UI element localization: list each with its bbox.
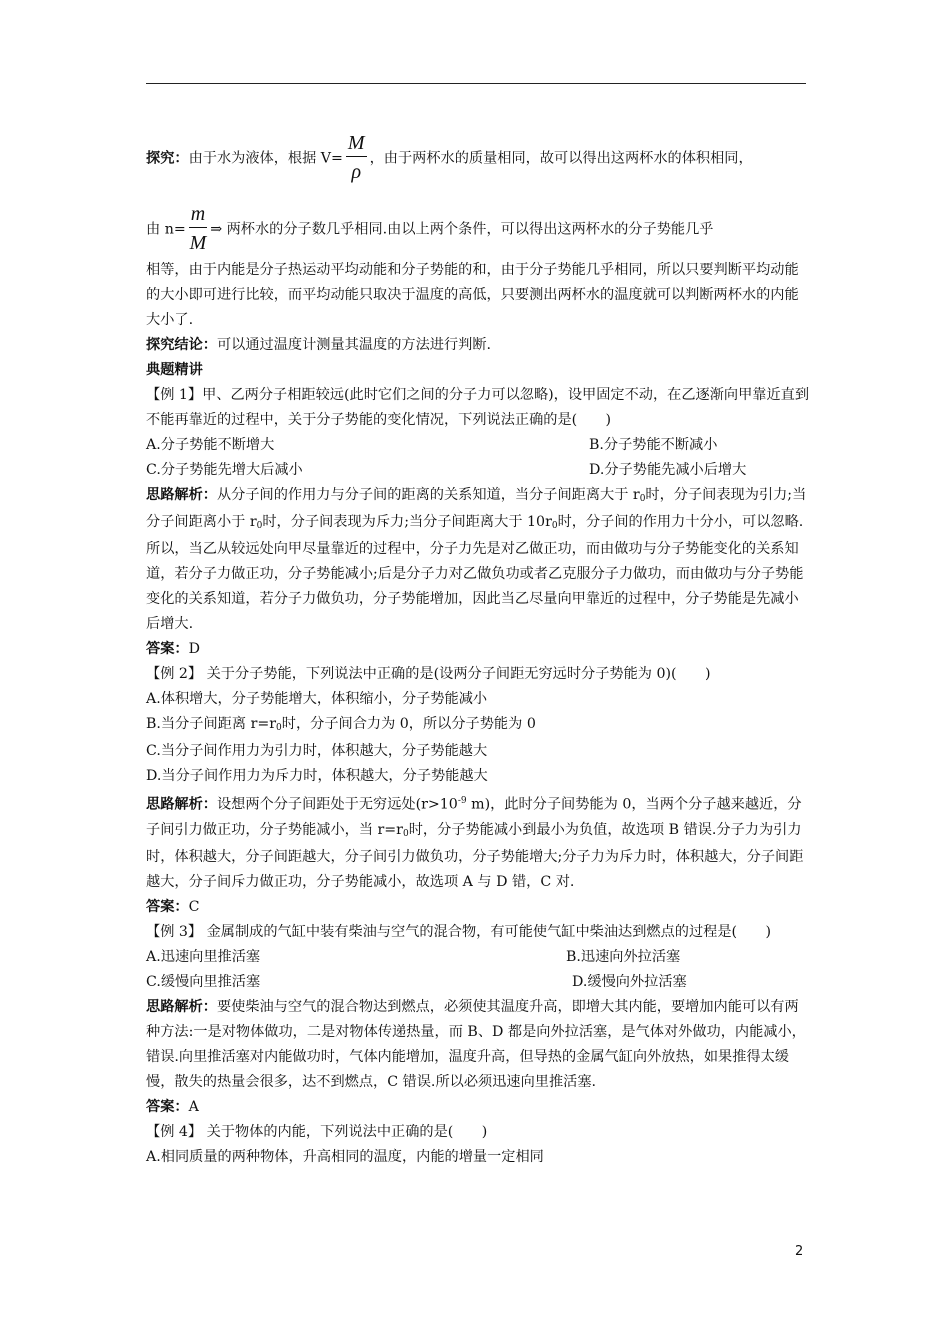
example-4-option-a: A.相同质量的两种物体，升高相同的温度，内能的增量一定相同 [146, 1148, 544, 1165]
example-2-option-b: B.当分子间距离 $r=r_0$时，分子间合力为 0，所以分子势能为 0 [146, 716, 536, 733]
page-number: 2 [795, 1244, 804, 1259]
example-1-answer: 答案：D [146, 641, 200, 657]
fraction-m-over-rho: $\frac{M}{\rho}$ [347, 132, 365, 183]
example-2-option-a: A.体积增大，分子势能增大，体积缩小，分子势能减小 [146, 691, 488, 707]
example-3-options-row-2: C.缓慢向里推活塞 D.缓慢向外拉活塞 [146, 973, 687, 990]
inquiry-paragraph: 相等，由于内能是分子热运动平均动能和分子势能的和，由于分子势能几乎相同，所以只要判断平均动能的大小即可进行比较，而平均动能只取决于温度的高低，只要测出两杯水的温度就可以判断两杯水的内能大小了. [146, 262, 799, 328]
example-4-question: 【例 4】 关于物体的内能，下列说法中正确的是( ) [146, 1123, 488, 1140]
example-3-options-row-1: A.迅速向里推活塞 B.迅速向外拉活塞 [146, 948, 681, 965]
example-1-analysis: 思路解析：从分子间的作用力与分子间的距离的关系知道，当分子间距离大于 $r_0$时，分子间表现为引力;当分子间距离小于 $r_0$时，分子间表现为斥力;当分子间距离大于 $10r_0$时，分子间的作用力十分小，可以忽略.所以，当乙从较远处向甲尽量靠近的过程中，分子力先是对乙做正功，而由做功与分子势能变化的关系知道，若分子力做正功，分子势能减小;后是分子力对乙做负功或者乙克服分子力做功，而由做功与分子势能变化的关系知道，若分子力做负功，分子势能增加，因此当乙尽量向甲靠近的过程中，分子势能是先减小后增大. [146, 487, 807, 632]
inquiry-label: 探究： [146, 150, 189, 167]
header-rule [146, 83, 806, 84]
section-heading: 典题精讲 [146, 362, 203, 378]
example-2-answer: 答案：C [146, 898, 200, 915]
example-1-options-row-2: C.分子势能先增大后减小 D.分子势能先减小后增大 [146, 462, 747, 478]
document-body [146, 130, 810, 1170]
example-2-option-d: D.当分子间作用力为斥力时，体积越大，分子势能越大 [146, 768, 488, 784]
inquiry-line-1: 探究：由于水为液体，根据 V= $\frac{M}{\rho}$ ，由于两杯水的质量相同，故可以得出这两杯水的体积相同， [146, 130, 810, 187]
example-3-question: 【例 3】 金属制成的气缸中装有柴油与空气的混合物，有可能使气缸中柴油达到燃点的过程是( ) [146, 923, 772, 940]
example-3-answer: 答案：A [146, 1098, 199, 1115]
example-2-option-c: C.当分子间作用力为引力时，体积越大，分子势能越大 [146, 743, 488, 759]
fraction-m-over-M: $\frac{m}{M}$ [189, 203, 207, 254]
inquiry-line-2: 由 n= $\frac{m}{M}$ ⇒ 两杯水的分子数几乎相同.由以上两个条件，可以得出这两杯水的分子势能几乎 [146, 201, 810, 258]
example-2-analysis: 思路解析：设想两个分子间距处于无穷远处($r>10^{-9}$ m)，此时分子间势能为 0，当两个分子越来越近，分子间引力做正功，分子势能减小，当 $r=r_0$时，分子势能减小到最小为负值，故选项 B 错误.分子力为引力时，体积越大，分子间距越大，分子间引力做负功，分子势能增大;分子力为斥力时，体积越大，分子间距越大，分子间斥力做正功，分子势能减小，故选项 A 与 D 错，C 对. [146, 796, 804, 890]
example-2-question: 【例 2】 关于分子势能，下列说法中正确的是(设两分子间距无穷远时分子势能为 0)( ) [146, 666, 711, 682]
inquiry-conclusion: 探究结论：可以通过温度计测量其温度的方法进行判断. [146, 337, 492, 353]
example-1-options-row-1: A.分子势能不断增大 B.分子势能不断减小 [146, 437, 718, 453]
example-3-analysis: 思路解析：要使柴油与空气的混合物达到燃点，必须使其温度升高，即增大其内能，要增加内能可以有两种方法:一是对物体做功，二是对物体传递热量，而 B、D 都是向外拉活塞，是气体对外做功，内能减小，错误.向里推活塞对内能做功时，气体内能增加，温度升高，但导热的金属气缸向外放热，如果推得太缓慢，散失的热量会很多，达不到燃点，C 错误.所以必须迅速向里推活塞. [146, 998, 806, 1090]
example-1-question: 【例 1】甲、乙两分子相距较远(此时它们之间的分子力可以忽略)，设甲固定不动，在乙逐渐向甲靠近直到不能再靠近的过程中，关于分子势能的变化情况，下列说法正确的是( ) [146, 387, 810, 428]
